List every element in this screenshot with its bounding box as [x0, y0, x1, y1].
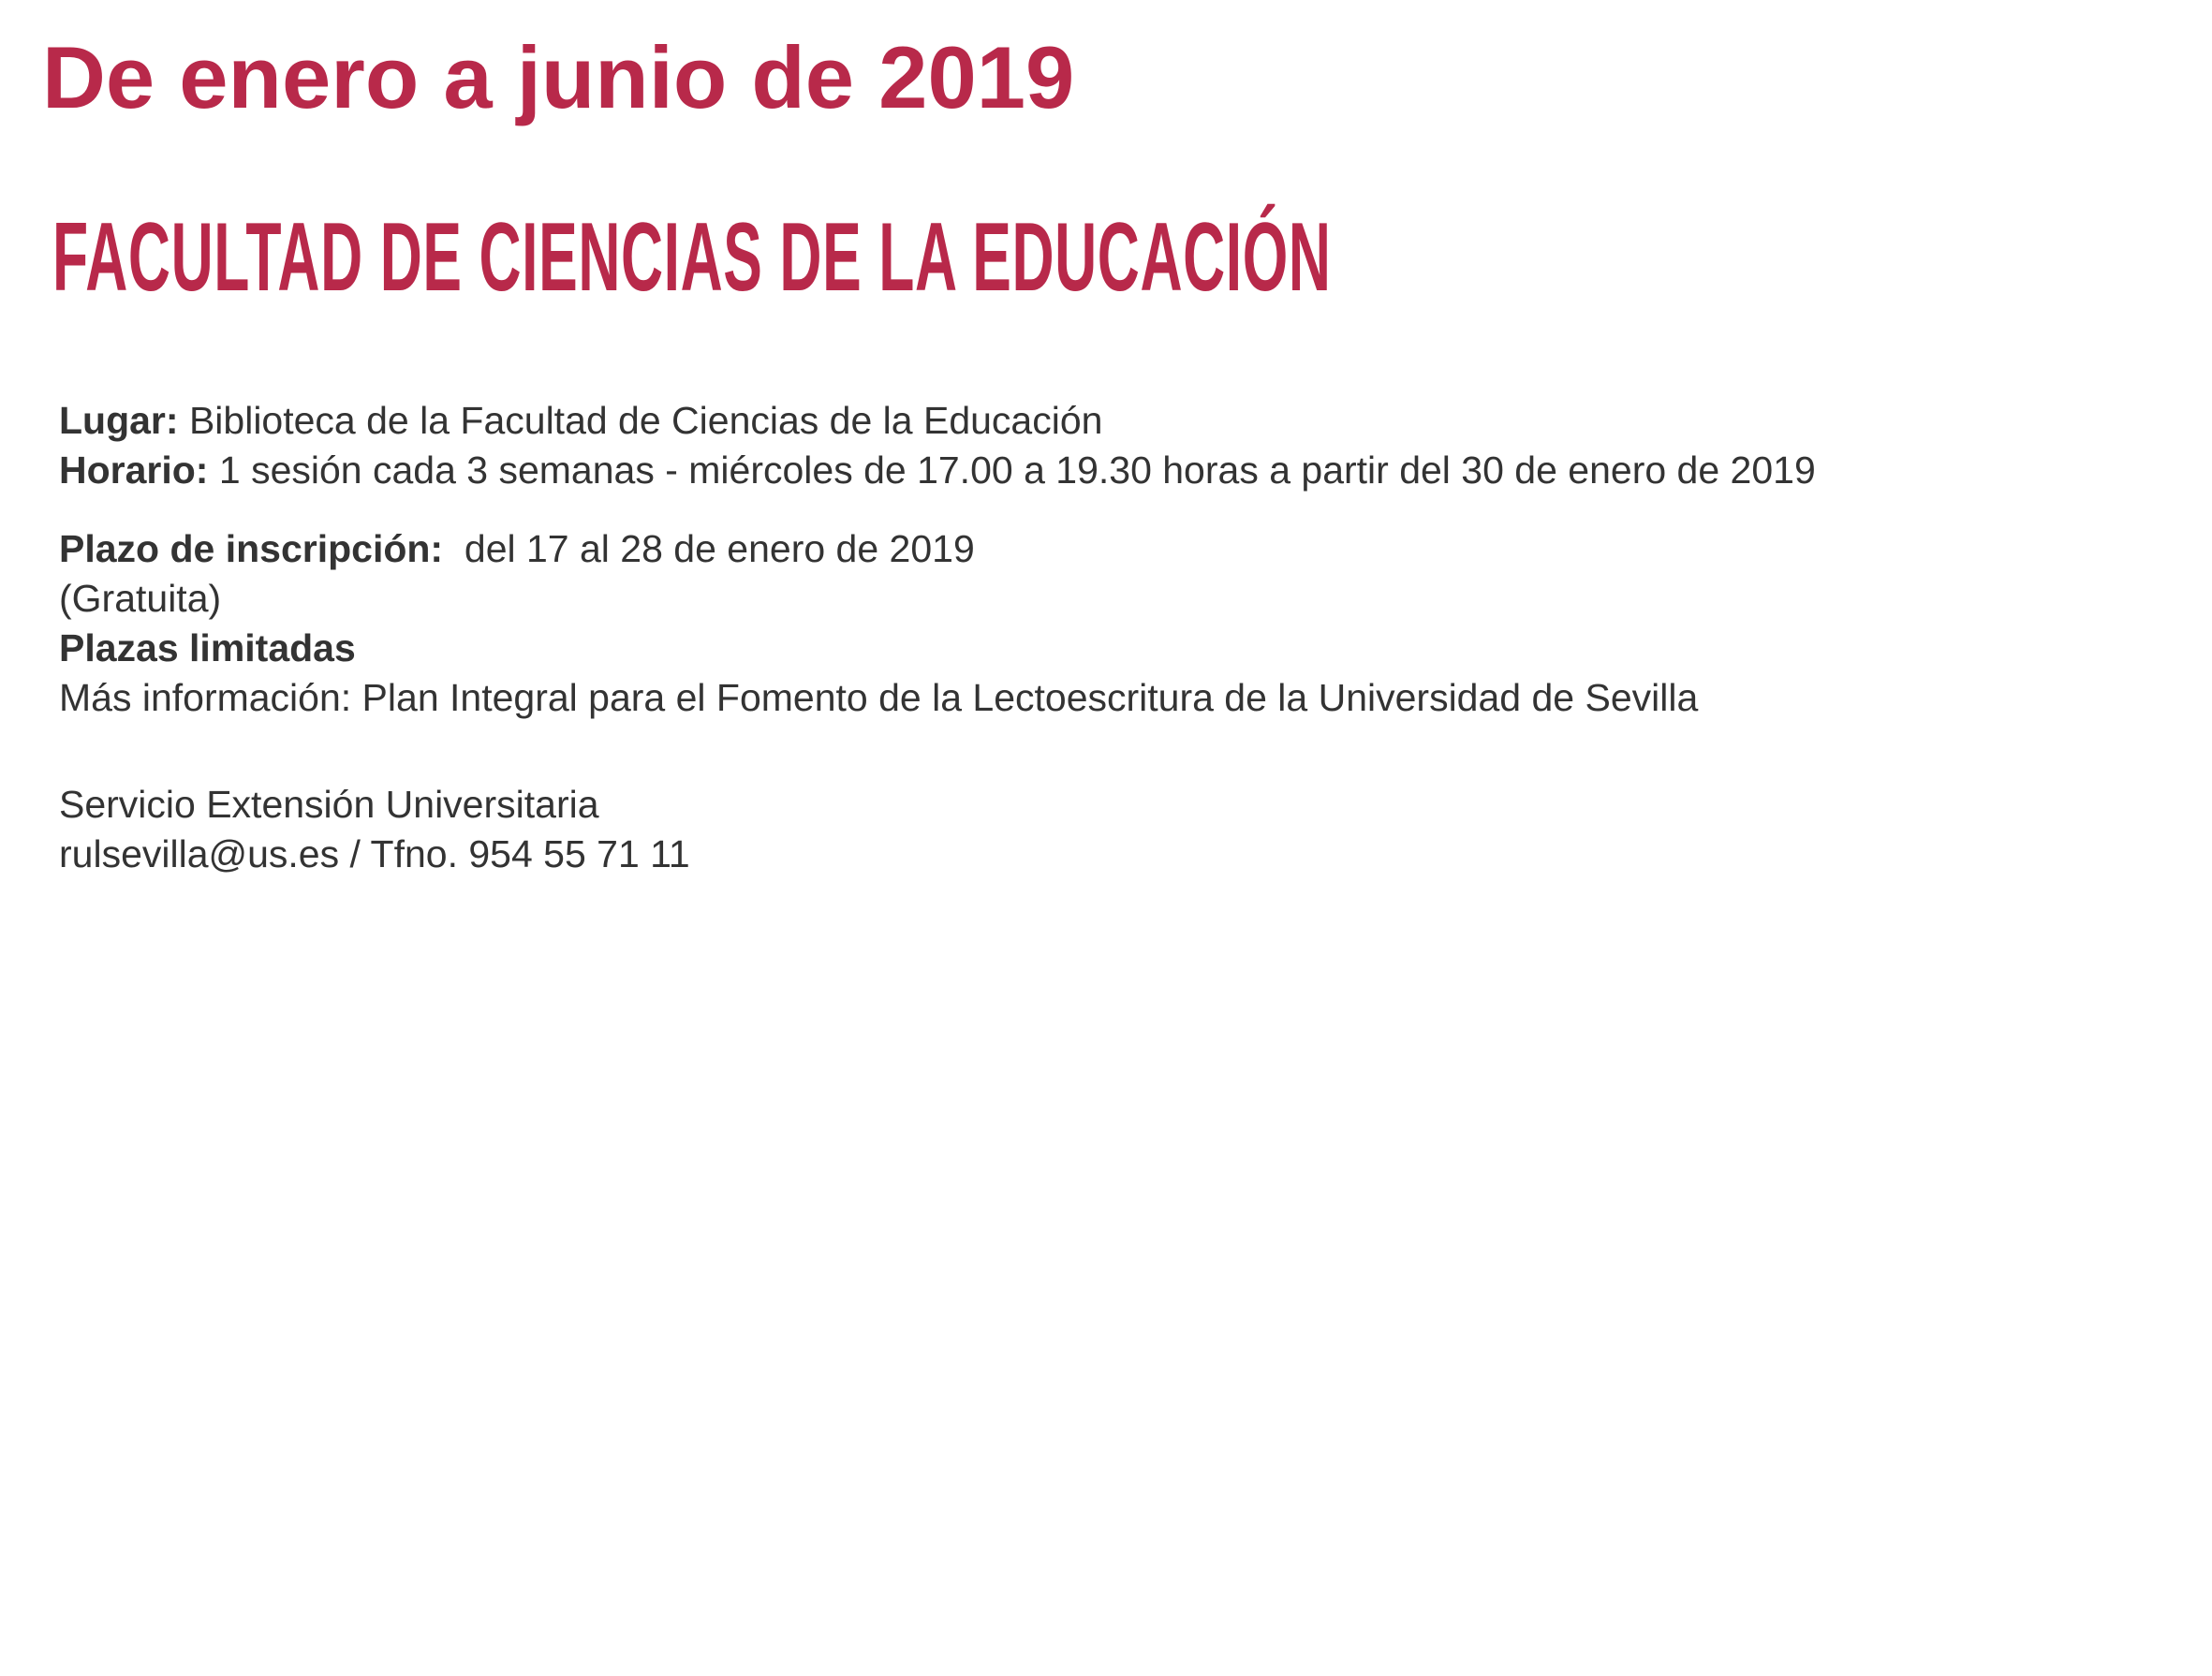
- horario-label: Horario:: [59, 448, 209, 492]
- lugar-value: Biblioteca de la Facultad de Ciencias de la Educación: [188, 399, 1103, 442]
- lugar-label: Lugar:: [59, 399, 179, 442]
- plazas-limitadas-text: Plazas limitadas: [59, 626, 356, 669]
- date-range-title: De enero a junio de 2019: [42, 28, 1075, 126]
- contact-block: [59, 780, 690, 879]
- registration-block: [59, 524, 1698, 723]
- more-info-text: Más información: Plan Integral para el Fomento de la Lectoescritura de la Universidad de Sevilla: [59, 676, 1699, 719]
- horario-line: [59, 446, 1816, 495]
- faculty-title: FACULTAD DE CIENCIAS DE LA EDUCACIÓN: [52, 203, 1332, 312]
- plazo-label: Plazo de inscripción:: [59, 527, 444, 570]
- horario-value: 1 sesión cada 3 semanas - miércoles de 17.00 a 19.30 horas a partir del 30 de enero de 2019: [218, 448, 1816, 492]
- service-name: Servicio Extensión Universitaria: [59, 783, 599, 826]
- email-phone: rulsevilla@us.es / Tfno. 954 55 71 11: [59, 832, 690, 875]
- plazo-line: [59, 524, 1698, 574]
- lugar-line: [59, 396, 1816, 446]
- plazo-value: del 17 al 28 de enero de 2019: [464, 527, 975, 570]
- location-schedule-block: [59, 396, 1816, 495]
- gratuita-text: (Gratuita): [59, 577, 222, 620]
